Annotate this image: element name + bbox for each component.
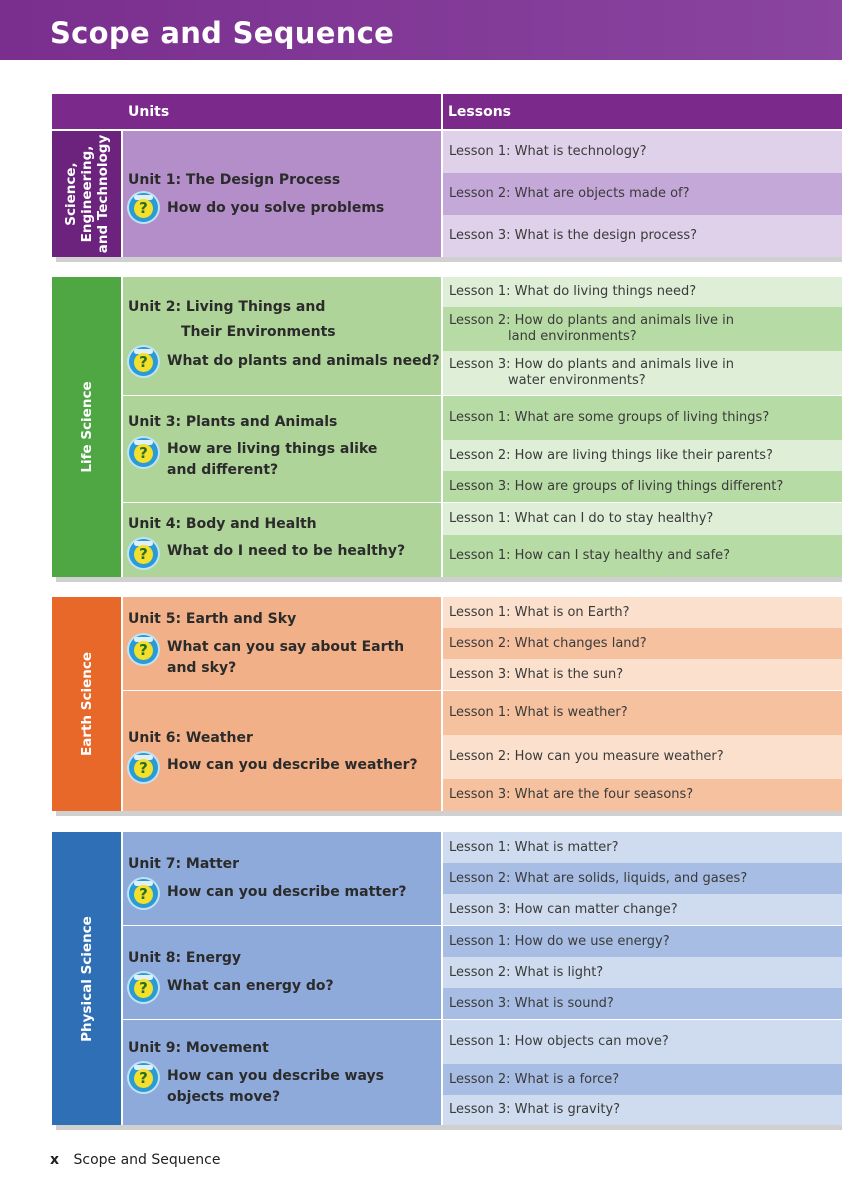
section-shadow bbox=[56, 257, 842, 262]
unit-question: What do plants and animals need? bbox=[167, 353, 440, 369]
lesson-row: Lesson 1: What do living things need? bbox=[443, 277, 842, 307]
question-icon: ? bbox=[129, 193, 158, 222]
unit-question: How do you solve problems bbox=[167, 200, 385, 216]
unit-cell bbox=[123, 691, 441, 811]
unit-cell bbox=[123, 926, 441, 1019]
units-column-header: Units bbox=[128, 104, 170, 120]
unit-title: Unit 1: The Design Process bbox=[128, 172, 341, 188]
unit-title: Unit 3: Plants and Animals bbox=[128, 414, 338, 430]
footer-text: Scope and Sequence bbox=[73, 1152, 221, 1168]
unit-question: How are living things alike and different? bbox=[167, 441, 378, 478]
unit-cell bbox=[123, 597, 441, 690]
unit-title: Unit 5: Earth and Sky bbox=[128, 611, 297, 627]
section-shadow bbox=[56, 577, 842, 582]
section-shadow bbox=[56, 811, 842, 816]
unit-title: Unit 2: Living Things and bbox=[128, 299, 326, 315]
unit-title: Unit 4: Body and Health bbox=[128, 516, 317, 532]
cell-divider bbox=[441, 277, 443, 577]
unit-question: What can you say about Earth and sky? bbox=[167, 639, 405, 676]
section-label: Science, Engineering, and Technology bbox=[62, 134, 111, 254]
unit-question: What can energy do? bbox=[167, 978, 334, 994]
column-divider bbox=[441, 94, 443, 129]
section-label: Earth Science bbox=[78, 651, 95, 757]
unit-cell bbox=[123, 131, 441, 257]
page-footer bbox=[50, 1152, 220, 1168]
lesson-row: Lesson 2: How are living things like their parents? bbox=[443, 440, 842, 471]
question-icon: ? bbox=[129, 635, 158, 664]
lesson-row: Lesson 1: What is weather? bbox=[443, 691, 842, 735]
question-icon: ? bbox=[129, 1063, 158, 1092]
lesson-row: Lesson 3: What are the four seasons? bbox=[443, 779, 842, 811]
lesson-row: Lesson 2: What is light? bbox=[443, 957, 842, 988]
section-sidebar bbox=[52, 832, 121, 1125]
lesson-row: Lesson 3: How do plants and animals live in water environments? bbox=[443, 351, 842, 395]
lesson-row: Lesson 2: How can you measure weather? bbox=[443, 735, 842, 779]
unit-question: How can you describe weather? bbox=[167, 757, 418, 773]
lesson-row: Lesson 3: What is gravity? bbox=[443, 1095, 842, 1125]
cell-divider bbox=[441, 597, 443, 811]
header-band bbox=[0, 0, 842, 60]
section-earth-science bbox=[52, 597, 842, 811]
unit-question: What do I need to be healthy? bbox=[167, 543, 406, 559]
lesson-row: Lesson 1: How can I stay healthy and safe? bbox=[443, 535, 842, 577]
lesson-row: Lesson 1: What can I do to stay healthy? bbox=[443, 503, 842, 535]
lesson-row: Lesson 2: What are solids, liquids, and gases? bbox=[443, 863, 842, 894]
unit-title-cont: Their Environments bbox=[181, 324, 336, 340]
lesson-row: Lesson 1: What are some groups of living things? bbox=[443, 396, 842, 440]
column-header-row bbox=[52, 94, 842, 129]
lesson-row: Lesson 2: How do plants and animals live in land environments? bbox=[443, 307, 842, 351]
question-icon: ? bbox=[129, 753, 158, 782]
unit-title: Unit 8: Energy bbox=[128, 950, 241, 966]
section-sidebar bbox=[52, 277, 121, 577]
section-shadow bbox=[56, 1125, 842, 1130]
question-icon: ? bbox=[129, 879, 158, 908]
lesson-row: Lesson 1: What is technology? bbox=[443, 131, 842, 173]
lesson-row: Lesson 3: What is sound? bbox=[443, 988, 842, 1019]
lesson-row: Lesson 1: How do we use energy? bbox=[443, 926, 842, 957]
page-number: x bbox=[50, 1152, 60, 1168]
section-science-engineering-technology bbox=[52, 131, 842, 257]
question-icon: ? bbox=[129, 973, 158, 1002]
section-physical-science bbox=[52, 832, 842, 1125]
section-sidebar bbox=[52, 131, 121, 257]
unit-cell bbox=[123, 396, 441, 502]
unit-cell bbox=[123, 503, 441, 577]
question-icon: ? bbox=[129, 347, 158, 376]
unit-cell bbox=[123, 1020, 441, 1125]
unit-question: How can you describe matter? bbox=[167, 884, 407, 900]
section-label: Physical Science bbox=[78, 915, 95, 1042]
lesson-row: Lesson 3: What is the sun? bbox=[443, 659, 842, 690]
unit-cell bbox=[123, 277, 441, 395]
section-label: Life Science bbox=[78, 381, 95, 473]
lesson-row: Lesson 2: What changes land? bbox=[443, 628, 842, 659]
lesson-row: Lesson 3: How can matter change? bbox=[443, 894, 842, 925]
question-icon: ? bbox=[129, 438, 158, 467]
lesson-row: Lesson 3: What is the design process? bbox=[443, 215, 842, 257]
unit-question: How can you describe ways objects move? bbox=[167, 1068, 384, 1105]
lessons-column-header: Lessons bbox=[448, 104, 511, 120]
page-title: Scope and Sequence bbox=[50, 16, 395, 50]
lesson-row: Lesson 1: What is matter? bbox=[443, 832, 842, 863]
unit-title: Unit 7: Matter bbox=[128, 856, 240, 872]
unit-cell bbox=[123, 832, 441, 925]
section-life-science bbox=[52, 277, 842, 577]
question-icon: ? bbox=[129, 539, 158, 568]
lesson-row: Lesson 1: What is on Earth? bbox=[443, 597, 842, 628]
lesson-row: Lesson 2: What are objects made of? bbox=[443, 173, 842, 215]
cell-divider bbox=[441, 832, 443, 1125]
lesson-row: Lesson 1: How objects can move? bbox=[443, 1020, 842, 1064]
unit-title: Unit 9: Movement bbox=[128, 1040, 269, 1056]
lesson-row: Lesson 3: How are groups of living things different? bbox=[443, 471, 842, 502]
section-sidebar bbox=[52, 597, 121, 811]
lesson-row: Lesson 2: What is a force? bbox=[443, 1064, 842, 1095]
unit-title: Unit 6: Weather bbox=[128, 730, 253, 746]
